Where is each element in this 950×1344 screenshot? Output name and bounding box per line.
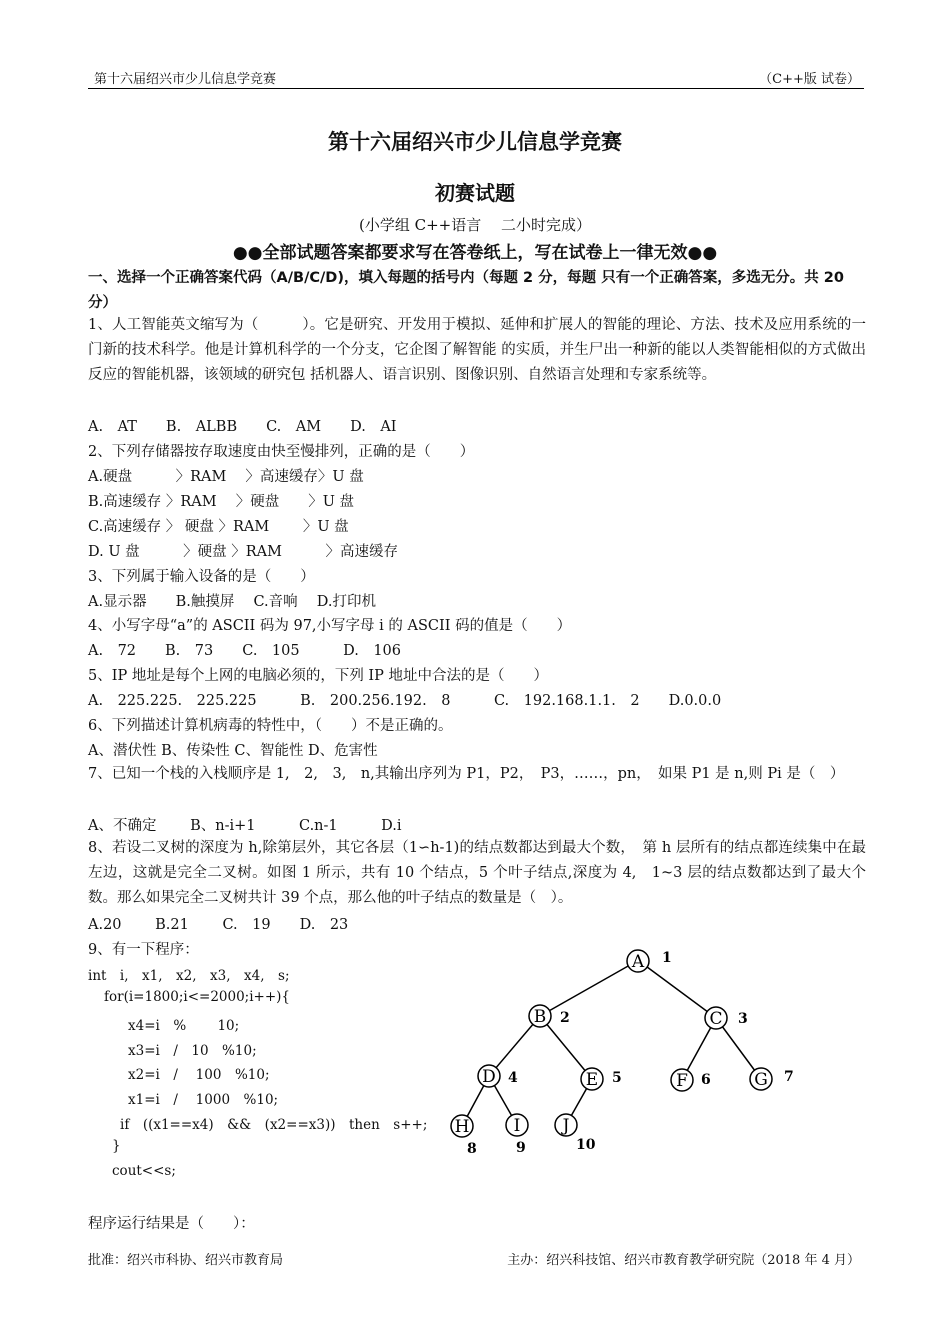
tree-node-label: B — [533, 1007, 547, 1027]
tree-node-label: F — [676, 1071, 688, 1091]
code-line: } — [112, 1138, 121, 1154]
footer-right: 主办：绍兴科技馆、绍兴市教育教学研究院（2018 年 4 月） — [507, 1253, 860, 1268]
tree-node-number: 5 — [612, 1070, 622, 1086]
tree-node-number: 2 — [560, 1010, 570, 1026]
page-title: 第十六届绍兴市少儿信息学竞赛 — [328, 130, 622, 154]
answer-notice: ●●全部试题答案都要求写在答卷纸上，写在试卷上一律无效●● — [232, 243, 718, 263]
tree-node-number: 3 — [738, 1011, 748, 1027]
question-3-stem: 3、下列属于输入设备的是（ ） — [88, 569, 315, 585]
question-5-stem: 5、IP 地址是每个上网的电脑必须的，下列 IP 地址中合法的是（ ） — [88, 668, 549, 684]
question-2-option-c: C.高速缓存 〉 硬盘 〉RAM 〉U 盘 — [88, 519, 349, 535]
tree-node-label: J — [562, 1116, 570, 1136]
tree-node-label: A — [631, 952, 645, 972]
question-4-options: A. 72 B. 73 C. 105 D. 106 — [88, 643, 402, 659]
section-heading: 一、选择一个正确答案代码（A/B/C/D)，填入每题的括号内（每题 2 分，每题 只有一个正确答案，多选无分。共 20 分） — [88, 270, 844, 311]
code-line: x1=i / 1000 %10; — [128, 1092, 279, 1108]
question-2-option-b: B.高速缓存 〉RAM 〉硬盘 〉U 盘 — [88, 494, 355, 510]
question-4-stem: 4、小写字母“a”的 ASCII 码为 97,小写字母 i 的 ASCII 码的值是（ ） — [88, 618, 572, 634]
question-7-stem: 7、已知一个栈的入栈顺序是 1, 2, 3, n,其输出序列为 P1，P2， P3，……，pn， 如果 P1 是 n,则 Pi 是（ ） — [88, 766, 845, 782]
header-left: 第十六届绍兴市少儿信息学竞赛 — [94, 72, 277, 87]
code-line: if ((x1==x4) && (x2==x3)) then s++; — [120, 1117, 428, 1133]
question-5-options: A. 225.225. 225.225 B. 200.256.192. 8 C. 192.168.1.1. 2 D.0.0.0 — [88, 693, 722, 709]
code-line: x4=i % 10; — [128, 1018, 240, 1034]
tree-node-label: D — [482, 1067, 496, 1087]
question-3-options: A.显示器 B.触摸屏 C.音响 D.打印机 — [88, 594, 376, 610]
tree-node-number: 4 — [508, 1070, 518, 1086]
question-9-stem: 9、有一下程序： — [88, 942, 199, 958]
tree-node-number: 8 — [467, 1141, 477, 1157]
question-6-stem: 6、下列描述计算机病毒的特性中，（ ）不是正确的。 — [88, 718, 453, 734]
question-9-result: 程序运行结果是（ ）： — [88, 1216, 255, 1232]
group-info: (小学组 C++语言 二小时完成） — [358, 216, 591, 234]
tree-node-label: C — [709, 1009, 723, 1029]
tree-node-number: 10 — [576, 1137, 596, 1153]
question-2-stem: 2、下列存储器按存取速度由快至慢排列，正确的是（ ） — [88, 444, 475, 460]
tree-node-number: 6 — [701, 1072, 711, 1088]
question-2-option-d: D. U 盘 〉硬盘 〉RAM 〉高速缓存 — [88, 544, 398, 560]
tree-node-label: I — [513, 1116, 521, 1136]
code-line: for(i=1800;i<=2000;i++){ — [104, 989, 291, 1005]
question-1-options: A. AT B. ALBB C. AM D. AI — [88, 419, 397, 435]
question-7-options: A、不确定 B、n-i+1 C.n-1 D.i — [88, 818, 402, 834]
code-line: x3=i / 10 %10; — [128, 1043, 257, 1059]
tree-node-label: G — [754, 1070, 768, 1090]
tree-node-number: 7 — [784, 1069, 794, 1085]
question-2-option-a: A.硬盘 〉RAM 〉高速缓存〉U 盘 — [88, 469, 364, 485]
code-line: int i, x1, x2, x3, x4, s; — [88, 968, 290, 984]
binary-tree-diagram — [440, 940, 810, 1165]
question-8-options: A.20 B.21 C. 19 D. 23 — [88, 917, 349, 933]
tree-node-number: 9 — [516, 1140, 526, 1156]
tree-node-label: H — [454, 1117, 470, 1137]
page-header — [88, 68, 864, 89]
header-right: （C++版 试卷） — [759, 72, 860, 87]
code-line: cout<<s; — [112, 1163, 176, 1179]
question-6-options: A、潜伏性 B、传染性 C、智能性 D、危害性 — [88, 743, 378, 759]
footer-left: 批准：绍兴市科协、绍兴市教育局 — [88, 1253, 284, 1268]
tree-node-number: 1 — [662, 950, 672, 966]
code-line: x2=i / 100 %10; — [128, 1067, 270, 1083]
question-8-stem: 8、若设二叉树的深度为 h,除第层外，其它各层（1∽h-1)的结点数都达到最大个数， 第 h 层所有的结点都连续集中在最左边，这就是完全二叉树。如图 1 所示，共有 10 个结点，5 个叶子结点,深度为 4, 1~3 层的结点数都达到了最大个数。那么如果完全二叉树共计 39 个点，那么他的叶子结点的数量是（ ）。 — [88, 840, 866, 906]
tree-node-label: E — [585, 1070, 599, 1090]
question-1-stem: 1、人工智能英文缩写为（ ）。它是研究、开发用于模拟、延伸和扩展人的智能的理论、方法、技术及应用系统的一门新的技术科学。他是计算机科学的一个分支，它企图了解智能 的实质，并生尸出一种新的能以人类智能相似的方式做出反应的智能机器，该领域的研究包 括机器人、语言识别、图像识别、自然语言处理和专家系统等。 — [88, 317, 866, 383]
page-subtitle: 初赛试题 — [435, 181, 515, 205]
